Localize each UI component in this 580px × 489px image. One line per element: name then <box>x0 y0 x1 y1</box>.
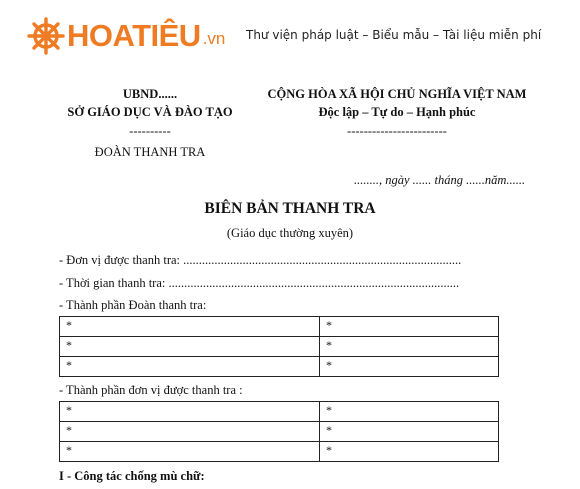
header-left-divider: ---------- <box>129 124 171 138</box>
header-right-divider: ------------------------ <box>347 124 447 138</box>
table-cell: * <box>320 402 499 422</box>
date-line: ........, ngày ...... tháng ......năm...... <box>354 173 526 187</box>
site-header <box>0 0 580 68</box>
site-logo[interactable] <box>26 13 225 59</box>
table-cell: * <box>320 442 499 462</box>
table-cell: * <box>60 402 320 422</box>
inspection-team-table <box>59 316 499 377</box>
header-inspection-team: ĐOÀN THANH TRA <box>94 145 206 159</box>
label-unit-members: - Thành phần đơn vị được thanh tra : <box>59 383 243 397</box>
field-inspected-unit: - Đơn vị được thanh tra: ......................................................................................... <box>59 253 462 267</box>
table-cell: * <box>60 442 320 462</box>
field-inspection-time: - Thời gian thanh tra: ............................................................................................. <box>59 276 460 290</box>
document-subtitle: (Giáo dục thường xuyên) <box>226 226 354 240</box>
unit-members-table <box>59 401 499 462</box>
table-cell: * <box>320 357 499 377</box>
header-department: SỞ GIÁO DỤC VÀ ĐÀO TẠO <box>67 105 233 119</box>
ship-wheel-icon <box>26 16 66 56</box>
header-motto: Độc lập – Tự do – Hạnh phúc <box>318 105 476 119</box>
table-cell: * <box>320 337 499 357</box>
table-row <box>60 402 499 422</box>
header-ubnd: UBND...... <box>122 87 178 101</box>
table-cell: * <box>60 357 320 377</box>
table-cell: * <box>320 317 499 337</box>
label-inspection-team: - Thành phần Đoàn thanh tra: <box>59 298 207 312</box>
document-title: BIÊN BẢN THANH TRA <box>204 200 376 217</box>
table-row <box>60 357 499 377</box>
table-row <box>60 337 499 357</box>
section-literacy-heading: I - Công tác chống mù chữ: <box>59 469 205 483</box>
site-tagline: Thư viện pháp luật – Biểu mẫu – Tài liệu miễn phí <box>246 28 542 42</box>
table-cell: * <box>60 422 320 442</box>
table-cell: * <box>60 317 320 337</box>
header-country: CỘNG HÒA XÃ HỘI CHỦ NGHĨA VIỆT NAM <box>267 87 527 101</box>
table-row <box>60 442 499 462</box>
logo-text: HOATIÊU <box>67 18 201 53</box>
table-cell: * <box>60 337 320 357</box>
table-row <box>60 317 499 337</box>
table-row <box>60 422 499 442</box>
logo-tld: .vn <box>202 29 226 48</box>
table-cell: * <box>320 422 499 442</box>
